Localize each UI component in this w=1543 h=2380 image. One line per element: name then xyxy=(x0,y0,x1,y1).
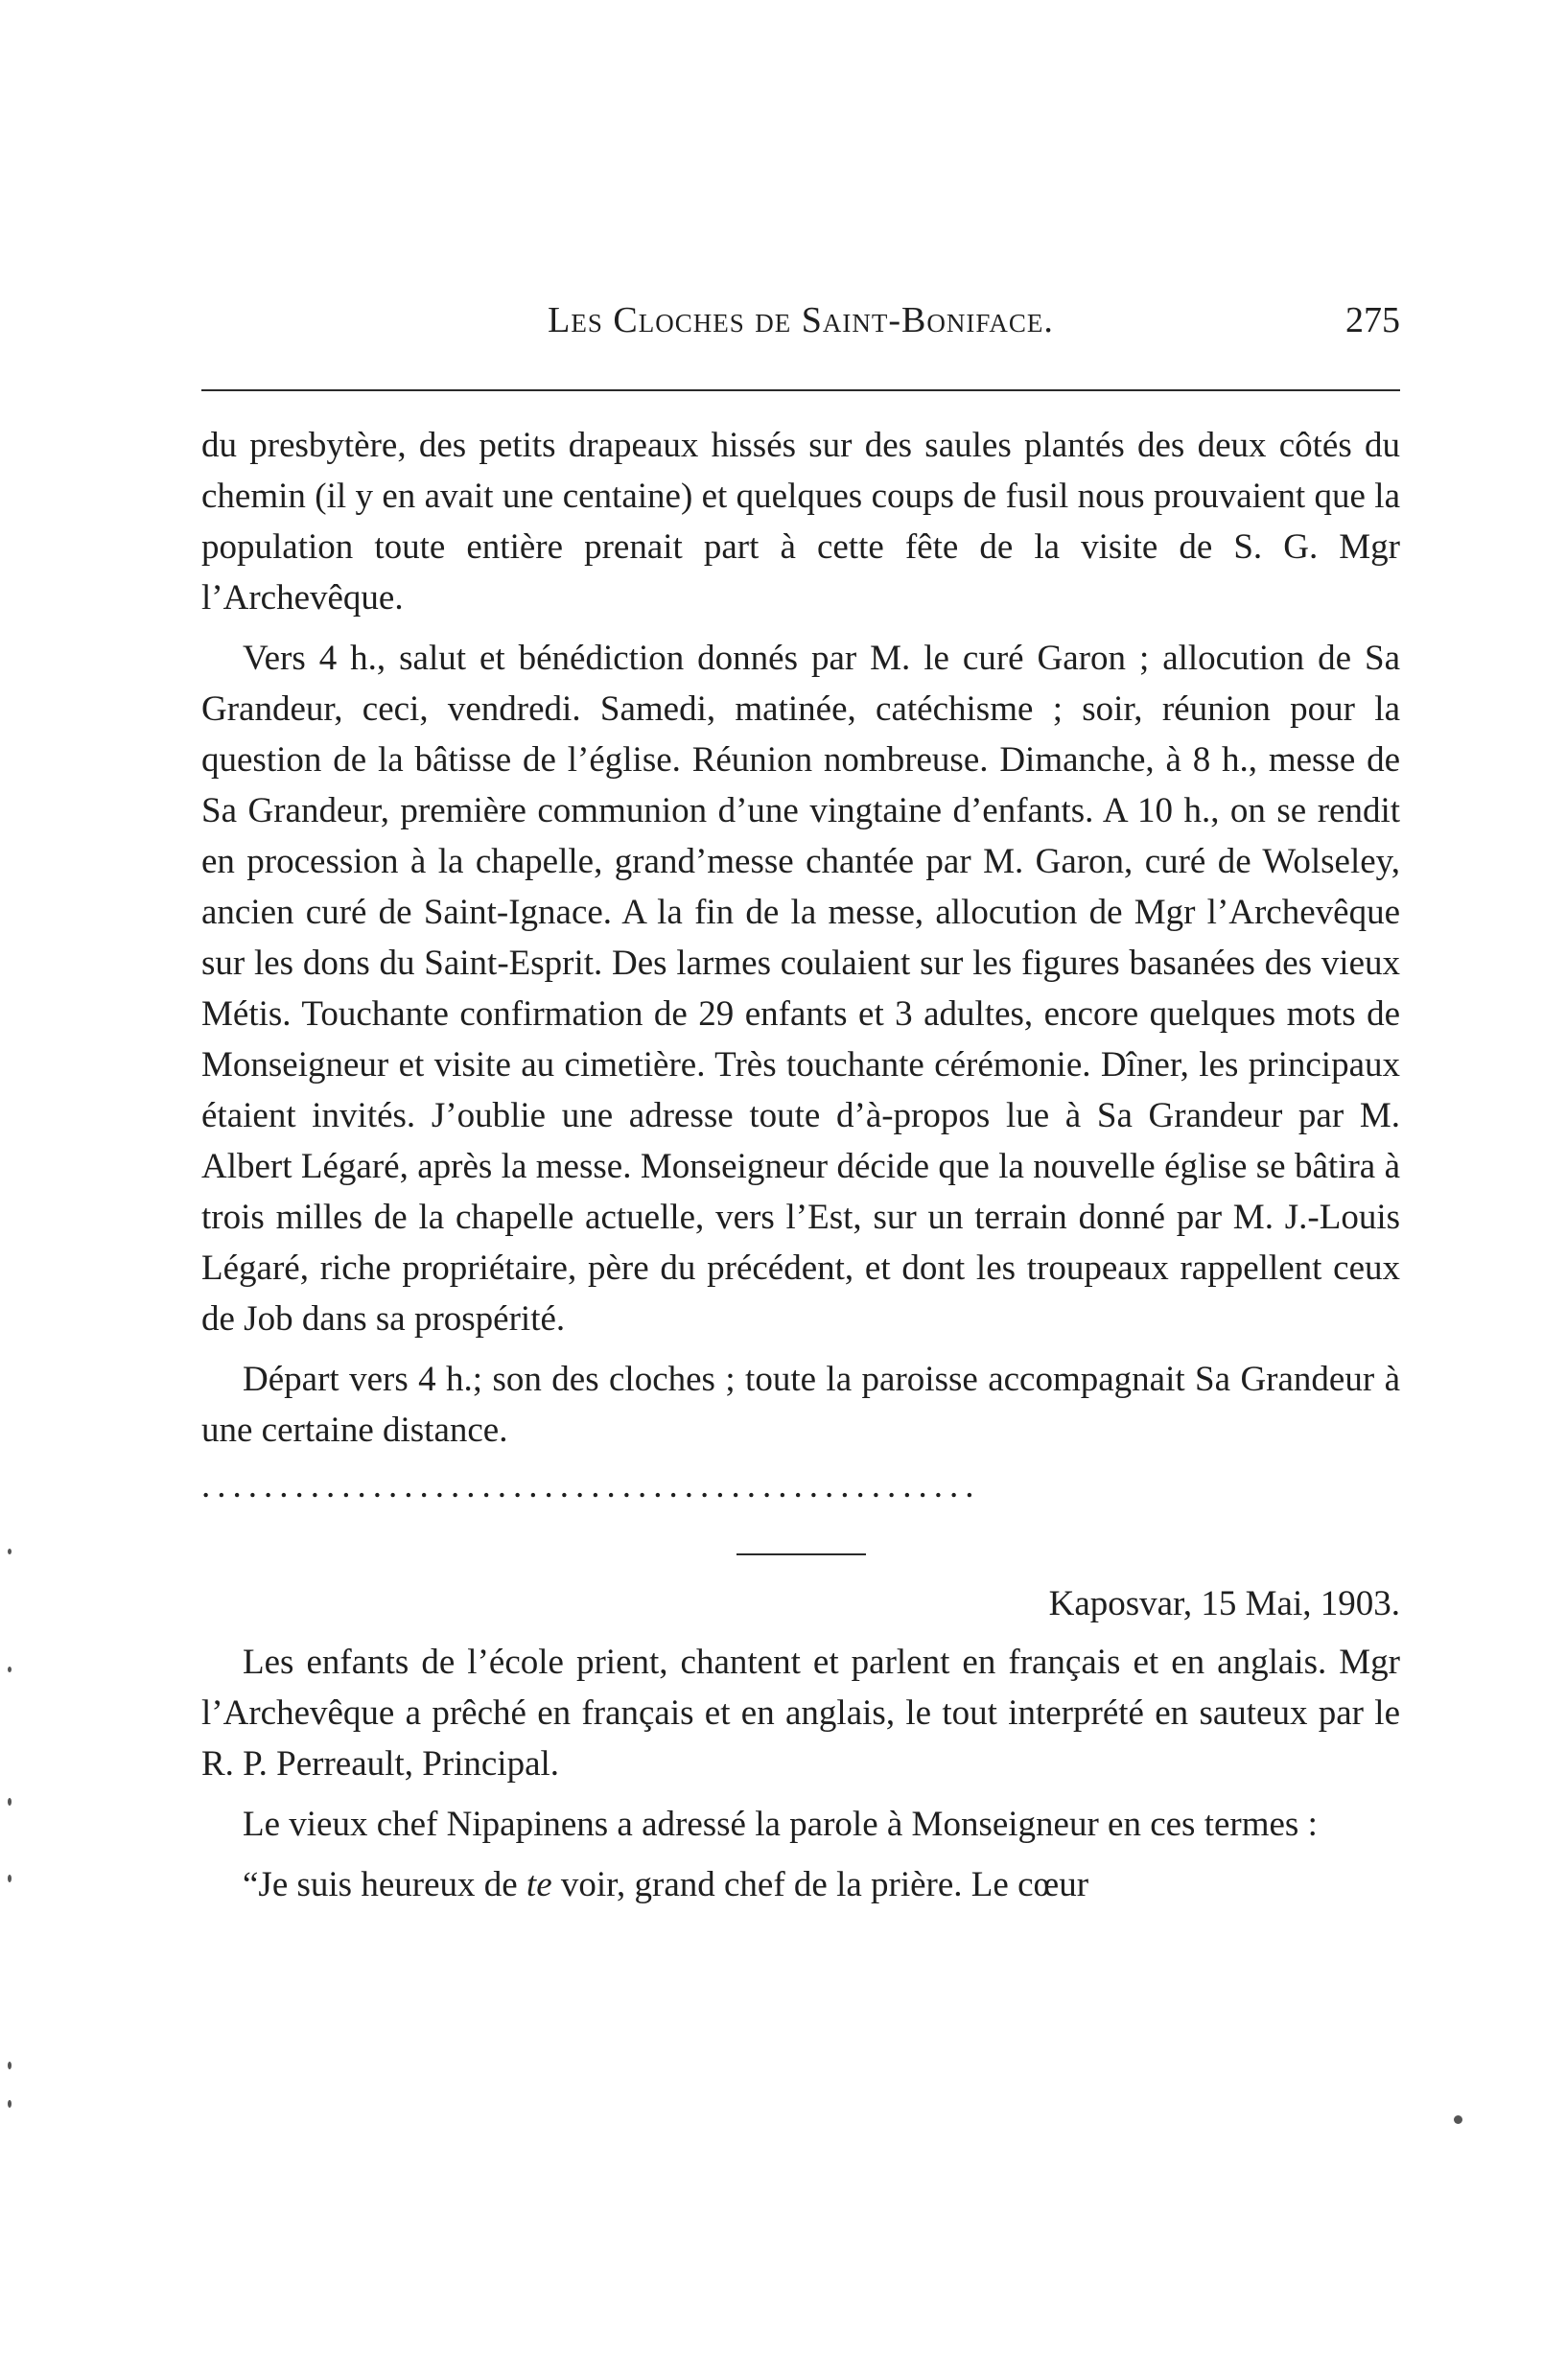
page-header xyxy=(201,299,1400,357)
quote-text-end: voir, grand chef de la prière. Le cœur xyxy=(551,1865,1089,1904)
speck xyxy=(8,2062,12,2069)
paragraph-continuation: du presbytère, des petits drapeaux hissés sur des saules plantés des deux côtés du chemin (il y en avait une centaine) et quelques coups de fusil nous prouvaient que la population toute entière prenait part à cette fête de la visite de S. G. Mgr l’Archevêque. xyxy=(201,426,1400,618)
running-head: Les Cloches de Saint-Boniface. xyxy=(548,300,1054,340)
speck xyxy=(8,1549,12,1554)
body-text xyxy=(201,420,1400,1910)
speck xyxy=(8,1667,12,1672)
section-rule xyxy=(736,1553,866,1555)
header-rule xyxy=(201,389,1400,391)
quote-text-italic: te xyxy=(526,1865,552,1904)
quote-text-start: “Je suis heureux de xyxy=(243,1865,526,1904)
quote-paragraph xyxy=(201,1859,1400,1910)
dateline: Kaposvar, 15 Mai, 1903. xyxy=(1048,1584,1400,1623)
paragraph: Les enfants de l’école prient, chantent et parlent en français et en anglais. Mgr l’Archevêque a prêché en français et en anglais, le tout interprété en sauteux par le R. P. Perreault, Principal. xyxy=(201,1643,1400,1784)
paragraph: Vers 4 h., salut et bénédiction donnés par M. le curé Garon ; allocution de Sa Grandeur, ceci, vendredi. Samedi, matinée, catéchisme ; soir, réunion pour la question de la bâtisse de l’église. Réunion nombreuse. Dimanche, à 8 h., messe de Sa Grandeur, première communion d’une vingtaine d’enfants. A 10 h., on se rendit en procession à la chapelle, grand’messe chantée par M. Garon, curé de Wolseley, ancien curé de Saint-Ignace. A la fin de la messe, allocution de Mgr l’Archevêque sur les dons du Saint-Esprit. Des larmes coulaient sur les figures basanées des vieux Métis. Touchante confirmation de 29 enfants et 3 adultes, encore quelques mots de Monseigneur et visite au cimetière. Très touchante cérémonie. Dîner, les principaux étaient invités. J’oublie une adresse toute d’à-propos lue à Sa Grandeur par M. Albert Légaré, après la messe. Monseigneur décide que la nouvelle église se bâtira à trois milles de la chapelle actuelle, vers l’Est, sur un terrain donné par M. J.-Louis Légaré, riche propriétaire, père du précédent, et dont les troupeaux rappellent ceux de Job dans sa prospérité. xyxy=(201,639,1400,1339)
speck xyxy=(8,2100,12,2108)
paragraph: Le vieux chef Nipapinens a adressé la parole à Monseigneur en ces termes : xyxy=(243,1805,1318,1844)
dotted-separator: .................................................. xyxy=(201,1467,981,1505)
paragraph: Départ vers 4 h.; son des cloches ; toute la paroisse accompagnait Sa Grandeur à une certaine distance. xyxy=(201,1360,1400,1450)
speck xyxy=(8,1798,12,1806)
page-number: 275 xyxy=(1345,300,1400,340)
speck xyxy=(8,1875,12,1882)
speck xyxy=(1454,2115,1462,2124)
